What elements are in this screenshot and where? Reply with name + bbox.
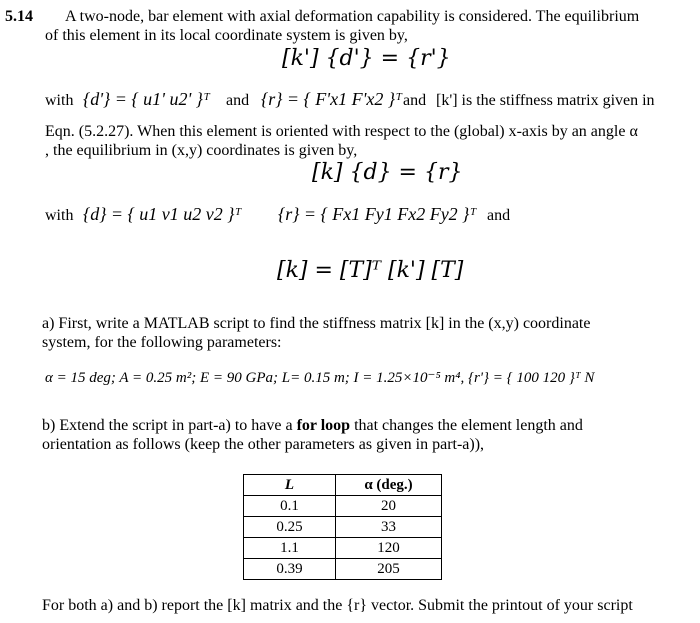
table-header-row xyxy=(244,475,442,496)
equation-global: [k] {d} = {r} xyxy=(312,160,463,185)
problem-number: 5.14 xyxy=(5,8,33,25)
eqn-reference-line: Eqn. (5.2.27). When this element is oriented with respect to the (global) x-axis by an angle α xyxy=(45,123,638,140)
table-row xyxy=(244,496,442,517)
intro-line-1: A two-node, bar element with axial deformation capability is considered. The equilibrium xyxy=(65,8,640,25)
and-label-3: and xyxy=(487,207,511,224)
d-prime-vector: {d'} = { u1' u2' }ᵀ xyxy=(83,89,210,109)
table-row xyxy=(244,538,442,559)
footer-instructions: For both a) and b) report the [k] matrix and the {r} vector. Submit the printout of your script xyxy=(42,597,633,614)
r-vector: {r} = { Fx1 Fy1 Fx2 Fy2 }ᵀ xyxy=(278,204,477,224)
with-label: with xyxy=(45,92,74,109)
with-label-2: with xyxy=(45,207,74,224)
cell-length: 0.25 xyxy=(244,517,336,538)
cell-length: 1.1 xyxy=(244,538,336,559)
cell-length: 0.39 xyxy=(244,559,336,580)
cell-angle: 20 xyxy=(336,496,442,517)
global-coordinates-line: , the equilibrium in (x,y) coordinates is given by, xyxy=(45,142,358,159)
parameters-table xyxy=(243,474,442,580)
cell-angle: 120 xyxy=(336,538,442,559)
part-b-line-1: b) Extend the script in part-a) to have a for loop that changes the element length and xyxy=(42,417,583,434)
part-a-line-2: system, for the following parameters: xyxy=(42,334,282,351)
intro-line-2: of this element in its local coordinate system is given by, xyxy=(45,27,408,44)
header-length: L xyxy=(244,475,336,496)
table-row xyxy=(244,559,442,580)
r-prime-vector: {r} = { F'x1 F'x2 }ᵀ xyxy=(261,89,403,109)
k-prime-description: [k'] is the stiffness matrix given in xyxy=(436,92,655,109)
and-label-1: and xyxy=(226,92,250,109)
equation-local: [k'] {d'} = {r'} xyxy=(282,46,451,71)
table-row xyxy=(244,517,442,538)
and-label-2: and xyxy=(403,92,427,109)
part-b-line-2: orientation as follows (keep the other parameters as given in part-a)), xyxy=(42,436,485,453)
cell-angle: 33 xyxy=(336,517,442,538)
for-loop-emphasis: for loop xyxy=(296,417,351,434)
d-vector: {d} = { u1 v1 u2 v2 }ᵀ xyxy=(83,204,242,224)
part-a-line-1: a) First, write a MATLAB script to find the stiffness matrix [k] in the (x,y) coordinate xyxy=(42,315,591,332)
part-a-parameters: α = 15 deg; A = 0.25 m²; E = 90 GPa; L= 0.15 m; I = 1.25×10⁻⁵ m⁴, {r'} = { 100 120 }ᵀ N xyxy=(45,370,595,386)
cell-angle: 205 xyxy=(336,559,442,580)
header-angle: α (deg.) xyxy=(336,475,442,496)
transformation-equation: [k] = [T]ᵀ [k'] [T] xyxy=(277,258,464,283)
cell-length: 0.1 xyxy=(244,496,336,517)
